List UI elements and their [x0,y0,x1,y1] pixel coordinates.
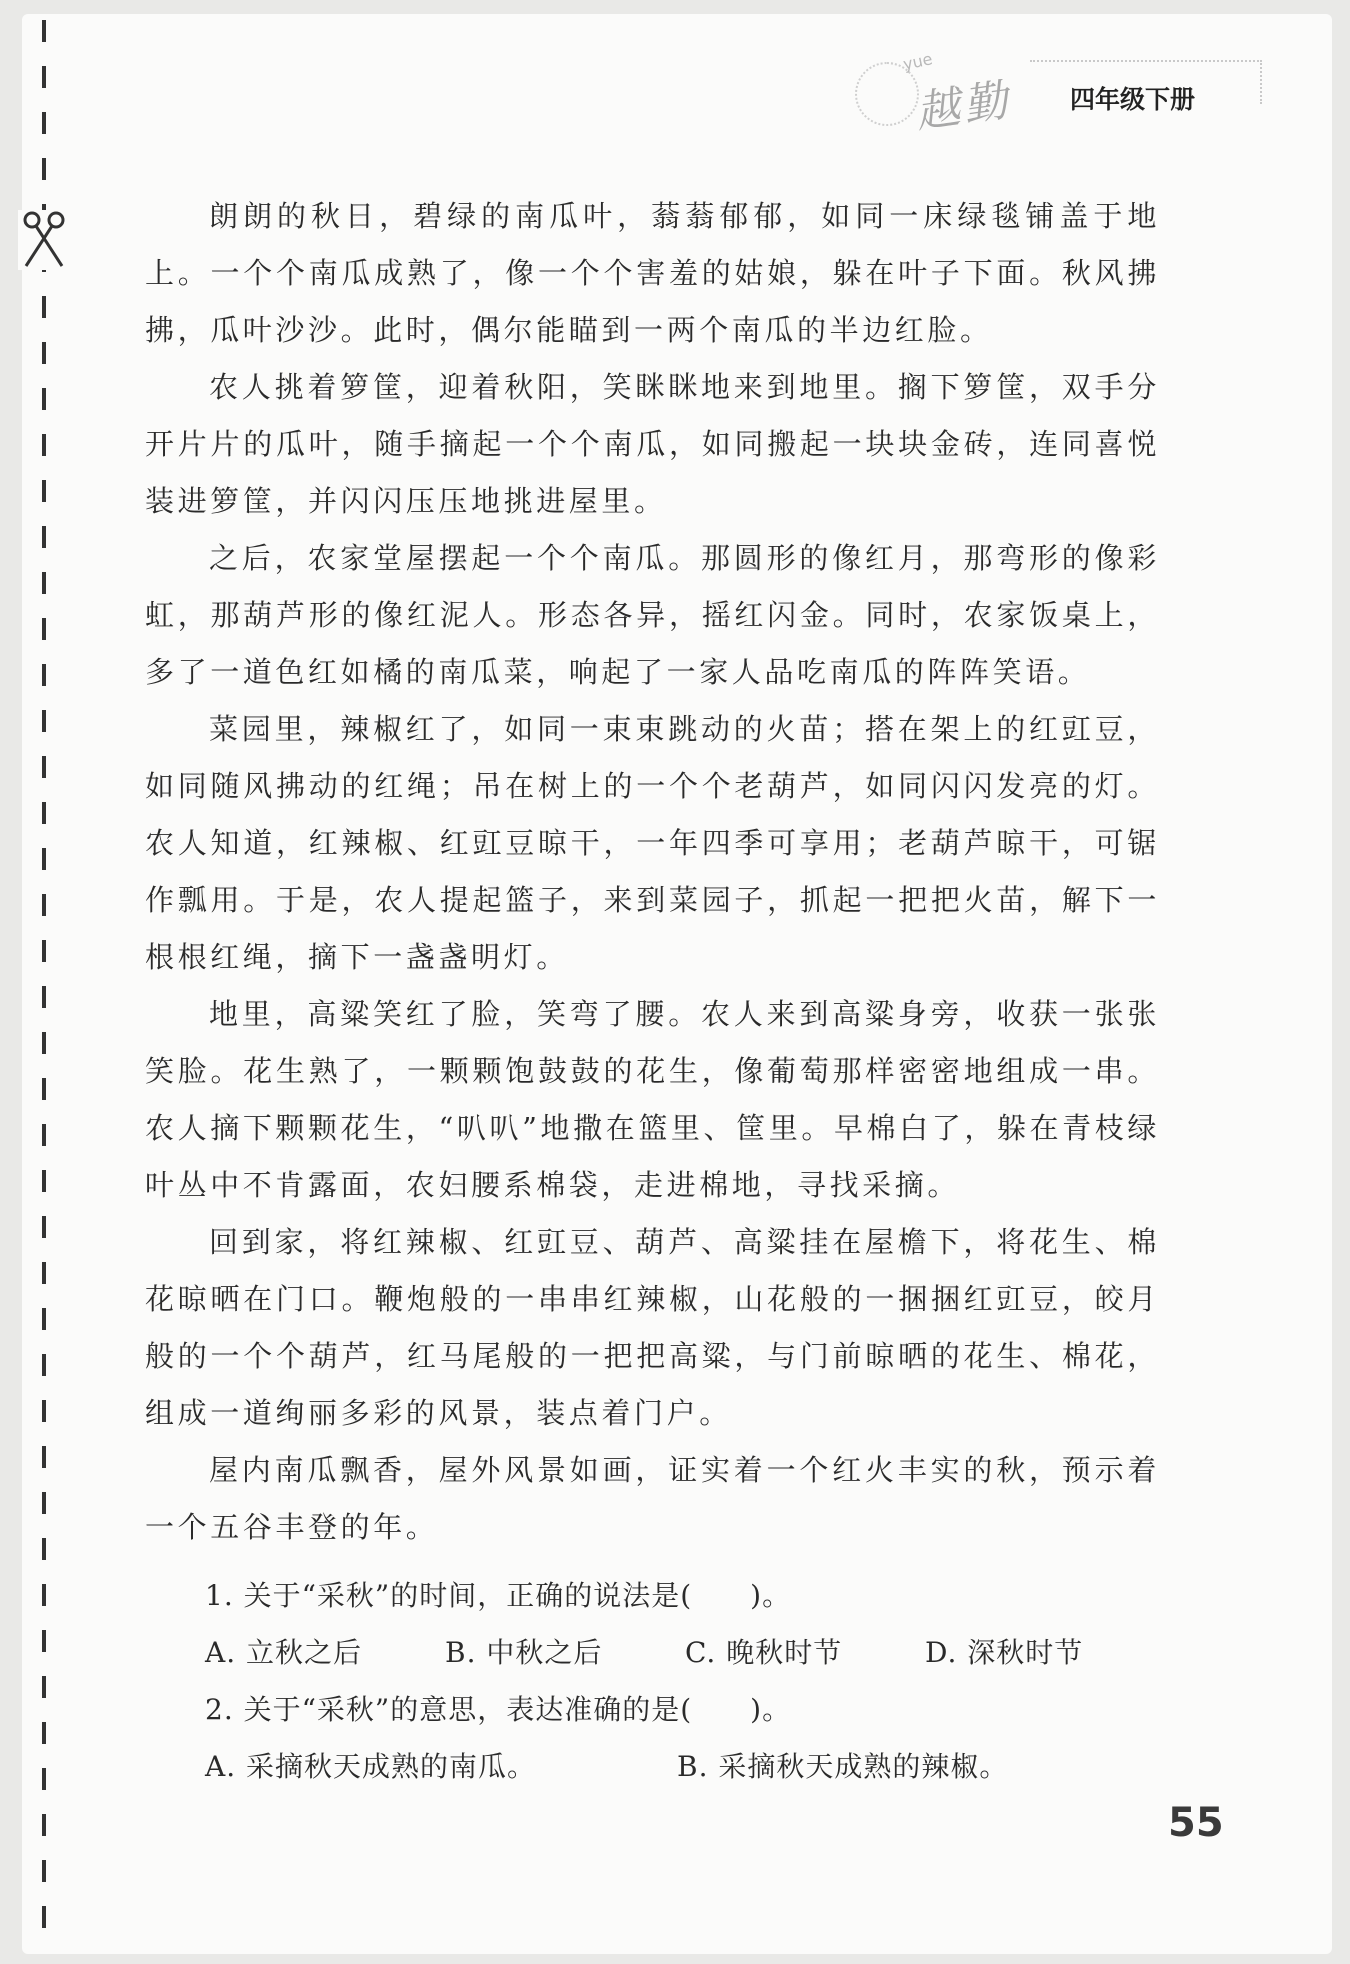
passage-paragraph: 地里，高粱笑红了脸，笑弯了腰。农人来到高粱身旁，收获一张张笑脸。花生熟了，一颗颗饱鼓鼓的花生，像葡萄那样密密地组成一串。农人摘下颗颗花生，“叭叭”地撒在篮里、筐里。早棉白了，躲在青枝绿叶丛中不肯露面，农妇腰系棉袋，走进棉地，寻找采摘。 [145,997,1160,1202]
passage-paragraph: 菜园里，辣椒红了，如同一束束跳动的火苗；搭在架上的红豇豆，如同随风拂动的红绳；吊在树上的一个个老葫芦，如同闪闪发亮的灯。农人知道，红辣椒、红豇豆晾干，一年四季可享用；老葫芦晾干，可锯作瓢用。于是，农人提起篮子，来到菜园子，抓起一把把火苗，解下一根根红绳，摘下一盏盏明灯。 [145,712,1160,974]
option-d: D. 深秋时节 [925,1636,1084,1669]
question-options-2 [205,1738,1165,1795]
grade-label: 四年级下册 [1070,85,1196,114]
scissors-icon [18,210,70,270]
question-options-1 [205,1624,1165,1681]
logo-pinyin: yue [901,49,935,74]
option-c: C. 晚秋时节 [685,1636,843,1669]
passage-paragraph: 屋内南瓜飘香，屋外风景如画，证实着一个红火丰实的秋，预示着一个五谷丰登的年。 [145,1453,1160,1544]
page-number: 55 [1168,1800,1224,1846]
publisher-logo [855,48,1025,138]
option-b: B. 采摘秋天成熟的辣椒。 [677,1750,1009,1783]
grade-label-box [1030,60,1262,114]
question-stem-2: 2. 关于“采秋”的意思，表达准确的是( )。 [205,1693,792,1726]
cut-line [42,20,46,1940]
option-a: A. 采摘秋天成熟的南瓜。 [205,1750,537,1783]
option-a: A. 立秋之后 [205,1636,363,1669]
passage-paragraph: 朗朗的秋日，碧绿的南瓜叶，蓊蓊郁郁，如同一床绿毯铺盖于地上。一个个南瓜成熟了，像一个个害羞的姑娘，躲在叶子下面。秋风拂拂，瓜叶沙沙。此时，偶尔能瞄到一两个南瓜的半边红脸。 [145,199,1160,347]
logo-text: 越勤 [912,74,1015,139]
reading-passage [145,188,1160,1556]
question-section [205,1567,1165,1795]
passage-paragraph: 农人挑着箩筐，迎着秋阳，笑眯眯地来到地里。搁下箩筐，双手分开片片的瓜叶，随手摘起一个个南瓜，如同搬起一块块金砖，连同喜悦装进箩筐，并闪闪压压地挑进屋里。 [145,370,1160,518]
passage-paragraph: 之后，农家堂屋摆起一个个南瓜。那圆形的像红月，那弯形的像彩虹，那葫芦形的像红泥人。形态各异，摇红闪金。同时，农家饭桌上，多了一道色红如橘的南瓜菜，响起了一家人品吃南瓜的阵阵笑语。 [145,541,1160,689]
passage-paragraph: 回到家，将红辣椒、红豇豆、葫芦、高粱挂在屋檐下，将花生、棉花晾晒在门口。鞭炮般的一串串红辣椒，山花般的一捆捆红豇豆，皎月般的一个个葫芦，红马尾般的一把把高粱，与门前晾晒的花生、棉花，组成一道绚丽多彩的风景，装点着门户。 [145,1225,1160,1430]
question-stem-1: 1. 关于“采秋”的时间，正确的说法是( )。 [205,1579,792,1612]
option-b: B. 中秋之后 [445,1636,603,1669]
